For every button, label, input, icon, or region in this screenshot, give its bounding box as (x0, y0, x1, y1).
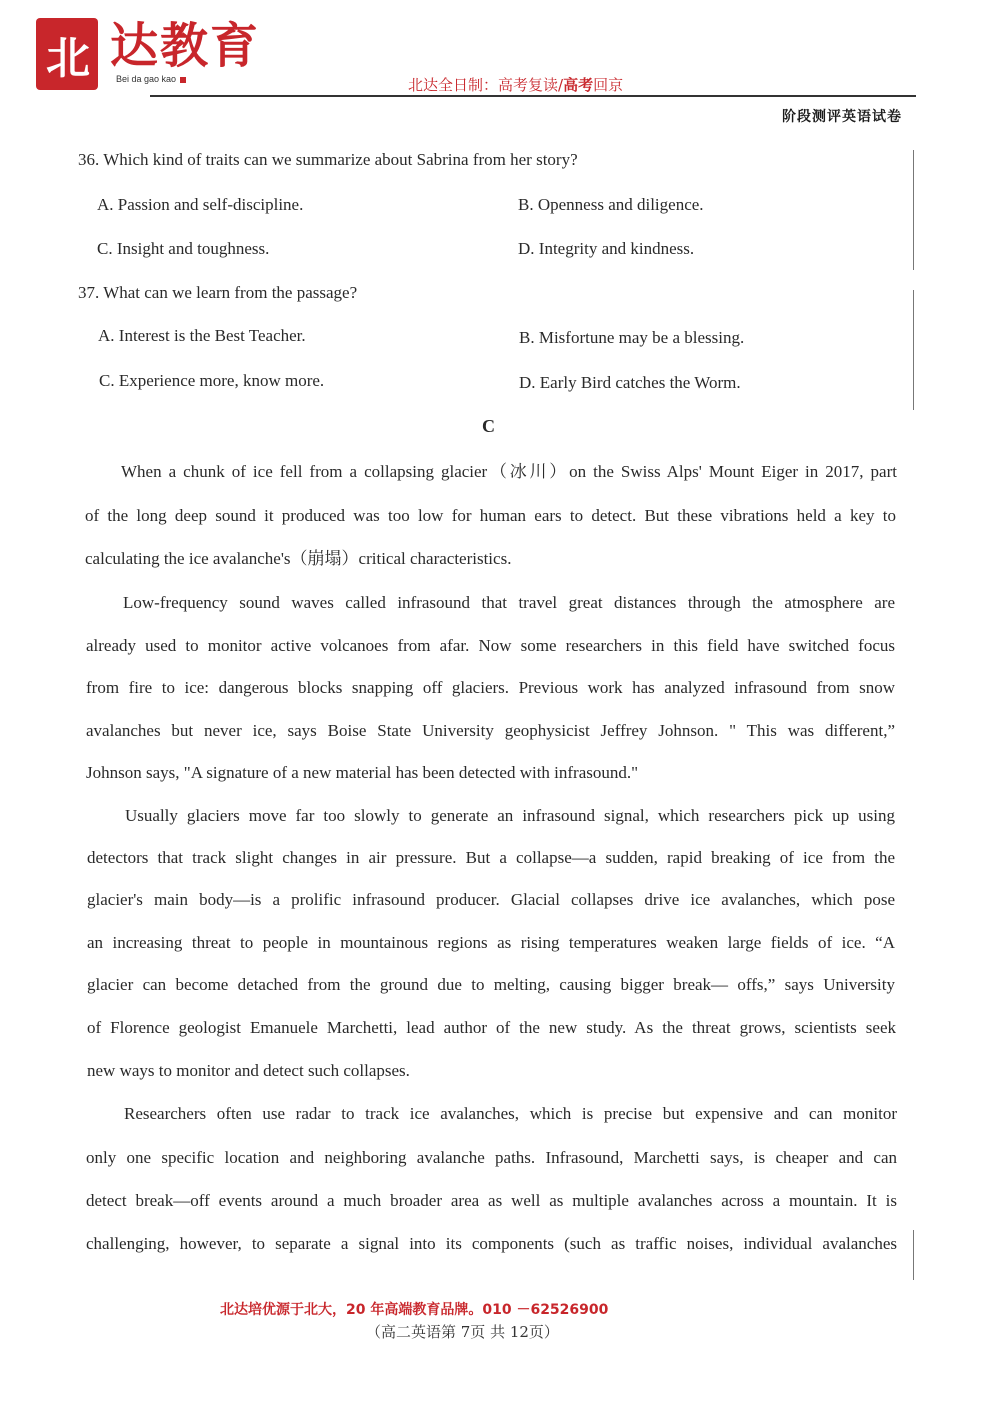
header-divider (150, 95, 916, 97)
question-36-option-d: D. Integrity and kindness. (518, 239, 695, 258)
passage-line: When a chunk of ice fell from a collapsing glacier（冰川）on the Swiss Alps' Mount Eiger in 2017, part (121, 462, 897, 481)
passage-line: detectors that track slight changes in air pressure. But a collapse—a sudden, rapid breaking of ice from the (87, 848, 895, 867)
question-36-option-a: A. Passion and self-discipline. (97, 195, 304, 214)
brand-logo-name: 达教育 (110, 18, 261, 74)
passage-line: Researchers often use radar to track ice avalanches, which is precise but expensive and can monitor (124, 1104, 897, 1123)
question-37-option-d: D. Early Bird catches the Worm. (519, 373, 741, 392)
passage-line: calculating the ice avalanche's（崩塌）critical characteristics. (85, 549, 512, 568)
section-stamp: 阶段测评英语试卷 (782, 109, 902, 125)
logo-subtitle-text: Bei da gao kao (116, 74, 177, 84)
passage-line: Low-frequency sound waves called infrasound that travel great distances through the atmosphere are (123, 593, 895, 612)
question-37-option-b: B. Misfortune may be a blessing. (519, 328, 745, 347)
question-37-stem: 37. What can we learn from the passage? (78, 283, 358, 302)
slogan-bold: 高考 (563, 76, 594, 94)
logo-square-icon (180, 77, 186, 83)
passage-line: already used to monitor active volcanoes from afar. Now some researchers in this field have switched focus (86, 636, 895, 655)
passage-line: avalanches but never ice, says Boise State University geophysicist Jeffrey Johnson. " This was different,” (86, 721, 895, 740)
footer-brand: 北达培优源于北大，20 年高端教育品牌。010 －62526900 (220, 1302, 609, 1318)
brand-logo-subtitle (116, 74, 186, 84)
section-heading: C (482, 416, 495, 436)
question-36-option-c: C. Insight and toughness. (97, 239, 270, 258)
edge-scan-mark (913, 290, 914, 410)
question-37-option-c: C. Experience more, know more. (99, 371, 325, 390)
question-36-option-b: B. Openness and diligence. (518, 195, 704, 214)
question-37-option-a: A. Interest is the Best Teacher. (98, 326, 306, 345)
passage-line: Johnson says, "A signature of a new material has been detected with infrasound." (86, 763, 639, 782)
passage-line: from fire to ice: dangerous blocks snapping off glaciers. Previous work has analyzed infrasound from snow (86, 678, 895, 697)
slogan-part2: 回京 (593, 76, 624, 94)
passage-line: only one specific location and neighboring avalanche paths. Infrasound, Marchetti says, is cheaper and can (86, 1148, 897, 1167)
passage-line: Usually glaciers move far too slowly to generate an infrasound signal, which researchers pick up using (125, 806, 895, 825)
question-36-stem: 36. Which kind of traits can we summarize about Sabrina from her story? (78, 150, 578, 169)
passage-line: glacier's main body—is a prolific infrasound producer. Glacial collapses drive ice avalanches, which pose (87, 890, 895, 909)
passage-line: an increasing threat to people in mountainous regions as rising temperatures weaken large fields of ice. “A (87, 933, 895, 952)
passage-line: new ways to monitor and detect such collapses. (87, 1061, 410, 1080)
edge-scan-mark (913, 150, 914, 270)
passage-line: detect break—off events around a much broader area as well as multiple avalanches across a mountain. It is (86, 1191, 897, 1210)
passage-line: of the long deep sound it produced was too low for human ears to detect. But these vibrations held a key to (85, 506, 896, 525)
passage-line: of Florence geologist Emanuele Marchetti, lead author of the new study. As the threat grows, scientists seek (87, 1018, 896, 1037)
brand-logo-mark: 北 (36, 18, 98, 90)
header-slogan (408, 74, 623, 95)
page-number: （高二英语第 7页 共 12页） (366, 1323, 559, 1341)
passage-line: challenging, however, to separate a signal into its components (such as traffic noises, individual avalanches (86, 1234, 897, 1253)
slogan-part1: 北达全日制：高考复读/ (408, 76, 564, 94)
passage-line: glacier can become detached from the ground due to melting, causing bigger break— offs,” says University (87, 975, 895, 994)
edge-scan-mark (913, 1230, 914, 1280)
